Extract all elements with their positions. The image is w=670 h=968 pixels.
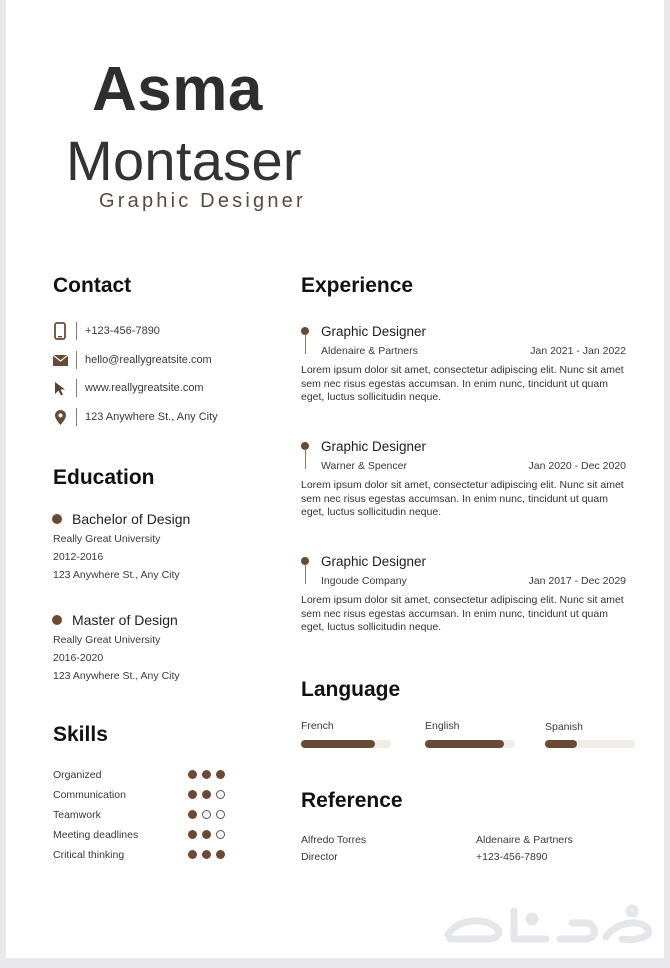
divider [76, 351, 77, 369]
rating-dot-filled [216, 770, 225, 779]
timeline-stem [305, 564, 306, 584]
rating-dot-empty [216, 790, 225, 799]
rating-dot-filled [202, 790, 211, 799]
experience-description-3: Lorem ipsum dolor sit amet, consectetur adipiscing elit. Nunc sit amet sem nec risus egestas accumsan. In enim nunc, tincidunt ut quam eget, luctus sollicitudin neque. [301, 594, 624, 633]
watermark-logo [436, 899, 656, 952]
experience-company-1: Aldenaire & Partners [321, 345, 418, 357]
experience-dates-1: Jan 2021 - Jan 2022 [530, 345, 626, 357]
education-years-1: 2012-2016 [53, 551, 104, 563]
reference-name: Alfredo Torres [301, 834, 367, 846]
contact-phone-text: +123-456-7890 [85, 325, 160, 337]
rating-dot-filled [188, 810, 197, 819]
resume-page [6, 0, 664, 958]
contact-website-text: www.reallygreatsite.com [85, 382, 204, 394]
contact-heading: Contact [53, 274, 132, 297]
education-years-2: 2016-2020 [53, 652, 104, 664]
rating-dot-empty [216, 830, 225, 839]
skill-name: Meeting deadlines [53, 829, 139, 841]
cursor-icon [52, 379, 68, 397]
degree-label: Bachelor of Design [72, 511, 191, 527]
language-bar-fill [545, 740, 577, 748]
rating-dot-filled [188, 830, 197, 839]
language-bar-fill [425, 740, 504, 748]
reference-phone: +123-456-7890 [476, 851, 548, 863]
education-address-2: 123 Anywhere St., Any City [53, 670, 180, 682]
degree-label: Master of Design [72, 612, 178, 628]
skill-rating [188, 830, 225, 839]
language-bar [545, 740, 635, 748]
skill-rating [188, 810, 225, 819]
contact-website [52, 377, 204, 399]
experience-title-3: Graphic Designer [321, 554, 427, 569]
contact-email-text: hello@reallygreatsite.com [85, 354, 212, 366]
last-name: Montaser [66, 129, 302, 192]
skill-rating [188, 770, 225, 779]
bullet-dot [52, 514, 62, 524]
education-degree-1 [52, 511, 190, 527]
education-address-1: 123 Anywhere St., Any City [53, 569, 180, 581]
reference-position: Director [301, 851, 338, 863]
contact-address-text: 123 Anywhere St., Any City [85, 411, 218, 423]
experience-dates-3: Jan 2017 - Dec 2029 [528, 575, 626, 587]
reference-heading: Reference [301, 789, 403, 812]
rating-dot-empty [216, 810, 225, 819]
education-degree-2 [52, 612, 178, 628]
rating-dot-empty [202, 810, 211, 819]
timeline-stem [305, 334, 306, 354]
skill-rating [188, 790, 225, 799]
location-pin-icon [52, 408, 68, 426]
rating-dot-filled [188, 790, 197, 799]
experience-company-2: Warner & Spencer [321, 460, 407, 472]
rating-dot-filled [216, 850, 225, 859]
skill-name: Organized [53, 769, 102, 781]
bullet-dot [52, 615, 62, 625]
job-title: Graphic Designer [99, 190, 306, 212]
language-heading: Language [301, 678, 401, 701]
language-name: Spanish [545, 721, 583, 733]
rating-dot-filled [188, 850, 197, 859]
language-name: French [301, 720, 334, 732]
experience-company-3: Ingoude Company [321, 575, 407, 587]
timeline-stem [305, 449, 306, 469]
divider [76, 408, 77, 426]
contact-address [52, 406, 218, 428]
experience-title-2: Graphic Designer [321, 439, 427, 454]
first-name: Asma [92, 55, 263, 124]
experience-heading: Experience [301, 274, 414, 297]
experience-description-1: Lorem ipsum dolor sit amet, consectetur adipiscing elit. Nunc sit amet sem nec risus egestas accumsan. In enim nunc, tincidunt ut quam eget, luctus sollicitudin neque. [301, 364, 624, 403]
language-bar-fill [301, 740, 375, 748]
phone-icon [52, 322, 68, 340]
education-school-2: Really Great University [53, 634, 161, 646]
language-bar [301, 740, 391, 748]
reference-company: Aldenaire & Partners [476, 834, 573, 846]
language-name: English [425, 720, 460, 732]
divider [76, 322, 77, 340]
divider [76, 379, 77, 397]
skill-name: Critical thinking [53, 849, 125, 861]
experience-dates-2: Jan 2020 - Dec 2020 [528, 460, 626, 472]
rating-dot-filled [188, 770, 197, 779]
experience-title-1: Graphic Designer [321, 324, 427, 339]
rating-dot-filled [202, 850, 211, 859]
experience-description-2: Lorem ipsum dolor sit amet, consectetur adipiscing elit. Nunc sit amet sem nec risus egestas accumsan. In enim nunc, tincidunt ut quam eget, luctus sollicitudin neque. [301, 479, 624, 518]
education-heading: Education [53, 466, 155, 489]
language-bar [425, 740, 515, 748]
rating-dot-filled [202, 770, 211, 779]
rating-dot-filled [202, 830, 211, 839]
contact-email [52, 349, 212, 371]
contact-phone [52, 320, 160, 342]
skill-name: Communication [53, 789, 126, 801]
skills-heading: Skills [53, 723, 108, 746]
skill-name: Teamwork [53, 809, 101, 821]
mail-icon [52, 351, 68, 369]
skill-rating [188, 850, 225, 859]
education-school-1: Really Great University [53, 533, 161, 545]
